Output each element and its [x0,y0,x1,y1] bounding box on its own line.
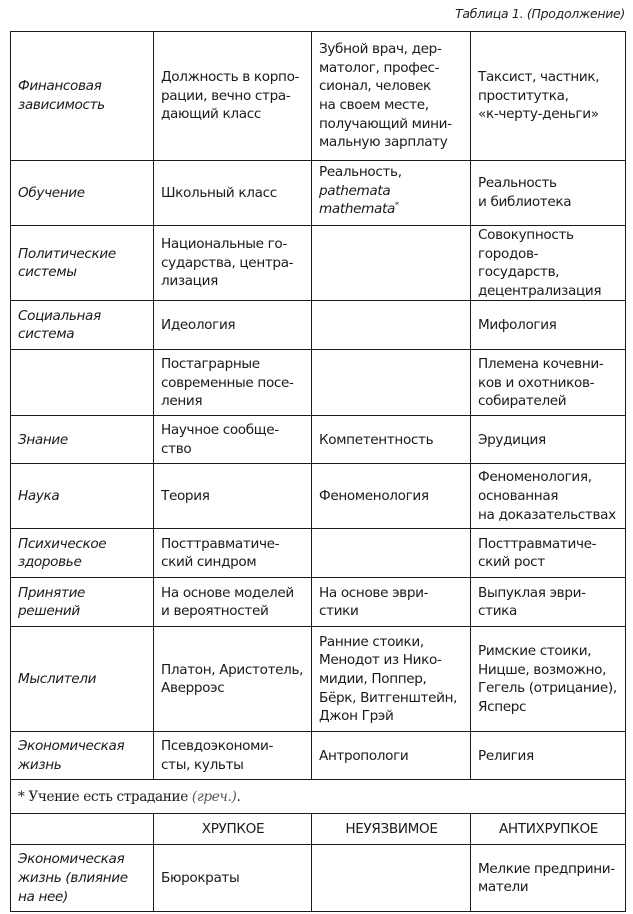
footnote-lang: (греч.) [191,788,237,805]
antifragile-cell: Мелкие предприни- матели [471,845,626,912]
table-row [11,350,626,416]
comparison-table [10,31,626,912]
row-label: Наука [11,464,154,529]
footnote-row [11,780,626,814]
robust-cell [312,845,471,912]
antifragile-cell: Римские стоики, Ницше, возможно, Гегель (отрицание), Ясперс [471,627,626,732]
fragile-cell: Бюрократы [154,845,312,912]
antifragile-cell: Религия [471,732,626,780]
robust-cell: Феноменология [312,464,471,529]
robust-cell: Зубной врач, дер- матолог, профес- сионал, человек на своем месте, получающий мини- мальную зарплату [312,32,471,161]
footnote-text: * Учение есть страдание [18,788,192,805]
row-label: Социальная система [11,301,154,350]
fragile-cell: На основе моделей и вероятностей [154,578,312,627]
antifragile-cell: Эрудиция [471,416,626,464]
antifragile-cell: Выпуклая эври- стика [471,578,626,627]
robust-cell [312,226,471,301]
row-label: Финансовая зависимость [11,32,154,161]
antifragile-cell: Реальность и библиотека [471,161,626,226]
table-row [11,32,626,161]
header-antifragile: АНТИХРУПКОЕ [471,814,626,845]
row-label: Экономическая жизнь (влияние на нее) [11,845,154,912]
antifragile-cell: Феноменология, основанная на доказательствах [471,464,626,529]
table-row [11,845,626,912]
antifragile-cell: Посттравматиче- ский рост [471,529,626,578]
table-row [11,416,626,464]
robust-cell [312,529,471,578]
row-label [11,350,154,416]
row-label: Обучение [11,161,154,226]
table-row [11,732,626,780]
row-label: Политические системы [11,226,154,301]
robust-cell [312,161,471,226]
fragile-cell: Постаграрные современные посе- ления [154,350,312,416]
robust-italic-text: pathemata mathemata [319,182,395,218]
row-label: Экономическая жизнь [11,732,154,780]
header-robust: НЕУЯЗВИМОЕ [312,814,471,845]
table-row [11,161,626,226]
fragile-cell: Теория [154,464,312,529]
fragile-cell: Должность в корпо- рации, вечно стра- дающий класс [154,32,312,161]
fragile-cell: Научное сообще- ство [154,416,312,464]
header-fragile: ХРУПКОЕ [154,814,312,845]
fragile-cell: Посттравматиче- ский синдром [154,529,312,578]
antifragile-cell: Мифология [471,301,626,350]
footnote-end: . [236,788,241,805]
table-row [11,578,626,627]
antifragile-cell: Совокупность городов-государств, децентрализация [471,226,626,301]
fragile-cell: Псевдоэкономи- сты, культы [154,732,312,780]
row-label: Мыслители [11,627,154,732]
robust-cell [312,350,471,416]
table-caption: Таблица 1. (Продолжение) [455,6,625,21]
row-label: Психическое здоровье [11,529,154,578]
footnote [11,780,626,814]
robust-cell: Антропологи [312,732,471,780]
table-row [11,627,626,732]
table-row [11,301,626,350]
column-header-row [11,814,626,845]
row-label: Знание [11,416,154,464]
table-row [11,529,626,578]
row-label: Принятие решений [11,578,154,627]
table-row [11,464,626,529]
fragile-cell: Национальные го- сударства, центра- лизация [154,226,312,301]
footnote-marker: * [394,200,399,210]
table-row [11,226,626,301]
robust-cell: Компетентность [312,416,471,464]
fragile-cell: Платон, Аристотель, Аверроэс [154,627,312,732]
antifragile-cell: Племена кочевни- ков и охотников- собирателей [471,350,626,416]
fragile-cell: Школьный класс [154,161,312,226]
robust-cell: Ранние стоики, Менодот из Нико- мидии, Поппер, Бёрк, Витгенштейн, Джон Грэй [312,627,471,732]
robust-cell [312,301,471,350]
robust-text: Реальность, [319,164,402,180]
fragile-cell: Идеология [154,301,312,350]
antifragile-cell: Таксист, частник, проститутка, «к-черту-деньги» [471,32,626,161]
robust-cell: На основе эври- стики [312,578,471,627]
header-blank [11,814,154,845]
